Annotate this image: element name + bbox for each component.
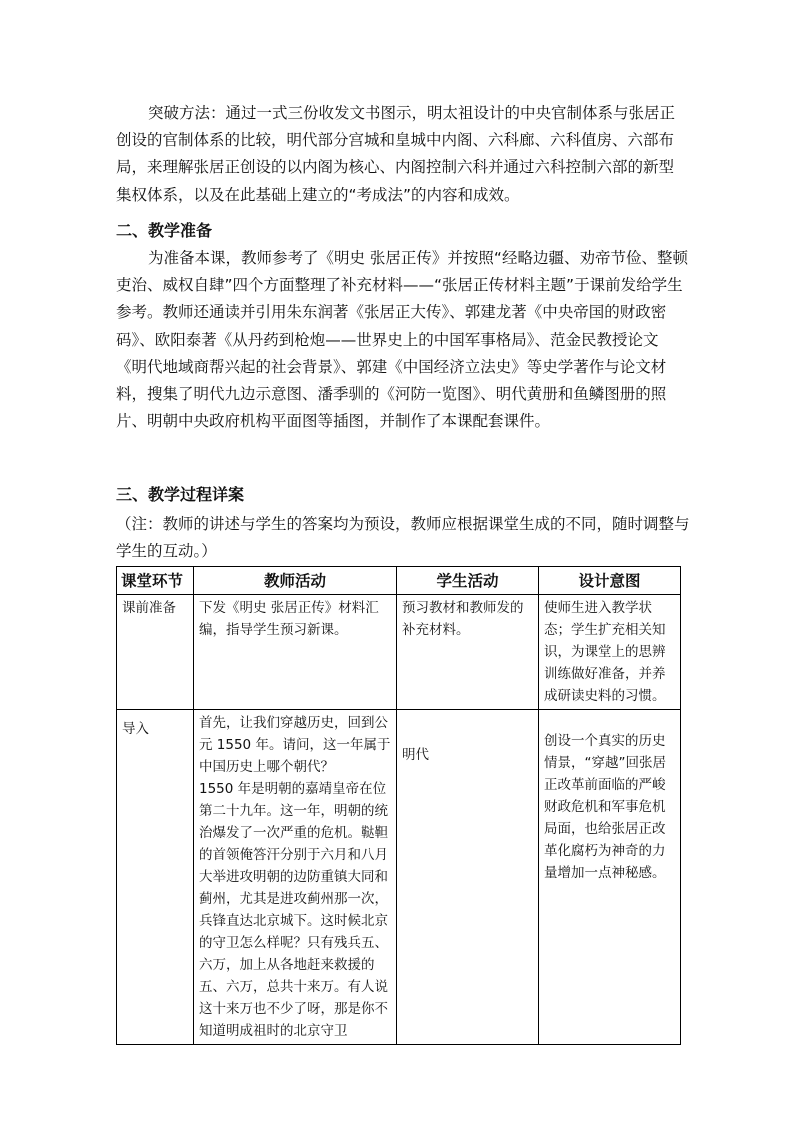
teacher-activity-cell <box>194 710 397 1045</box>
lesson-table <box>116 566 681 1045</box>
header-stage: 课堂环节 <box>117 567 194 595</box>
student-activity-cell: 明代 <box>397 710 539 1045</box>
table-row <box>117 595 681 710</box>
method-text: 突破方法：通过一式三份收发文书图示，明太祖设计的中央官制体系与张居正创设的官制体系的比较，明代部分宫城和皇城中内阁、六科廊、六科值房、六部布局，来理解张居正创设的以内阁为核心、内阁控制六科并通过六科控制六部的新型集权体系，以及在此基础上建立的“考成法”的内容和成效。 <box>116 104 676 204</box>
header-teacher: 教师活动 <box>194 567 397 595</box>
header-student: 学生活动 <box>397 567 539 595</box>
section-heading-process: 三、教学过程详案 <box>116 485 245 504</box>
stage-cell: 课前准备 <box>117 595 194 710</box>
preparation-text: 为准备本课，教师参考了《明史 张居正传》并按照“经略边疆、劝帝节俭、整顿吏治、威权自肆”四个方面整理了补充材料——“张居正传材料主题”于课前发给学生参考。教师还通读并引用朱东润著《张居正大传》、郭建龙著《中央帝国的财政密码》、欧阳泰著《从丹药到枪炮——世界史上的中国军事格局》、范金民教授论文《明代地域商帮兴起的社会背景》、郭建《中国经济立法史》等史学著作与论文材料，搜集了明代九边示意图、潘季驯的《河防一览图》、明代黄册和鱼鳞图册的照片、明朝中央政府机构平面图等插图，并制作了本课配套课件。 <box>116 249 688 431</box>
stage-cell: 导入 <box>117 710 194 1045</box>
note-paragraph: （注：教师的讲述与学生的答案均为预设，教师应根据课堂生成的不同，随时调整与学生的互动。） <box>116 515 690 561</box>
design-intent-cell: 使师生进入教学状态；学生扩充相关知识，为课堂上的思辨训练做好准备，并养成研读史料的习惯。 <box>539 595 681 710</box>
student-activity-cell: 预习教材和教师发的补充材料。 <box>397 595 539 710</box>
teacher-narrative-text: 1550 年是明朝的嘉靖皇帝在位第二十九年。这一年，明朝的统治爆发了一次严重的危机。鞑靼的首领俺答汗分别于六月和八月大举进攻明朝的边防重镇大同和蓟州，尤其是进攻蓟州那一次，兵锋直达北京城下。这时候北京的守卫怎么样呢？只有残兵五、六万，加上从各地赶来救援的五、六万，总共十来万。有人说这十来万也不少了呀，那是你不知道明成祖时的北京守卫 <box>199 781 388 1039</box>
preparation-paragraph <box>116 245 688 435</box>
teacher-activity-cell: 下发《明史 张居正传》材料汇编，指导学生预习新课。 <box>194 595 397 710</box>
method-paragraph <box>116 100 688 209</box>
table-row <box>117 710 681 1045</box>
design-intent-cell: 创设一个真实的历史情景，“穿越”回张居正改革前面临的严峻财政危机和军事危机局面，也给张居正改革化腐朽为神奇的力量增加一点神秘感。 <box>539 710 681 1045</box>
header-intent: 设计意图 <box>539 567 681 595</box>
teacher-question-text: 首先，让我们穿越历史，回到公元 1550 年。请问，这一年属于中国历史上哪个朝代？ <box>199 715 391 775</box>
table-header-row <box>117 567 681 595</box>
section-heading-preparation: 二、教学准备 <box>116 221 213 240</box>
